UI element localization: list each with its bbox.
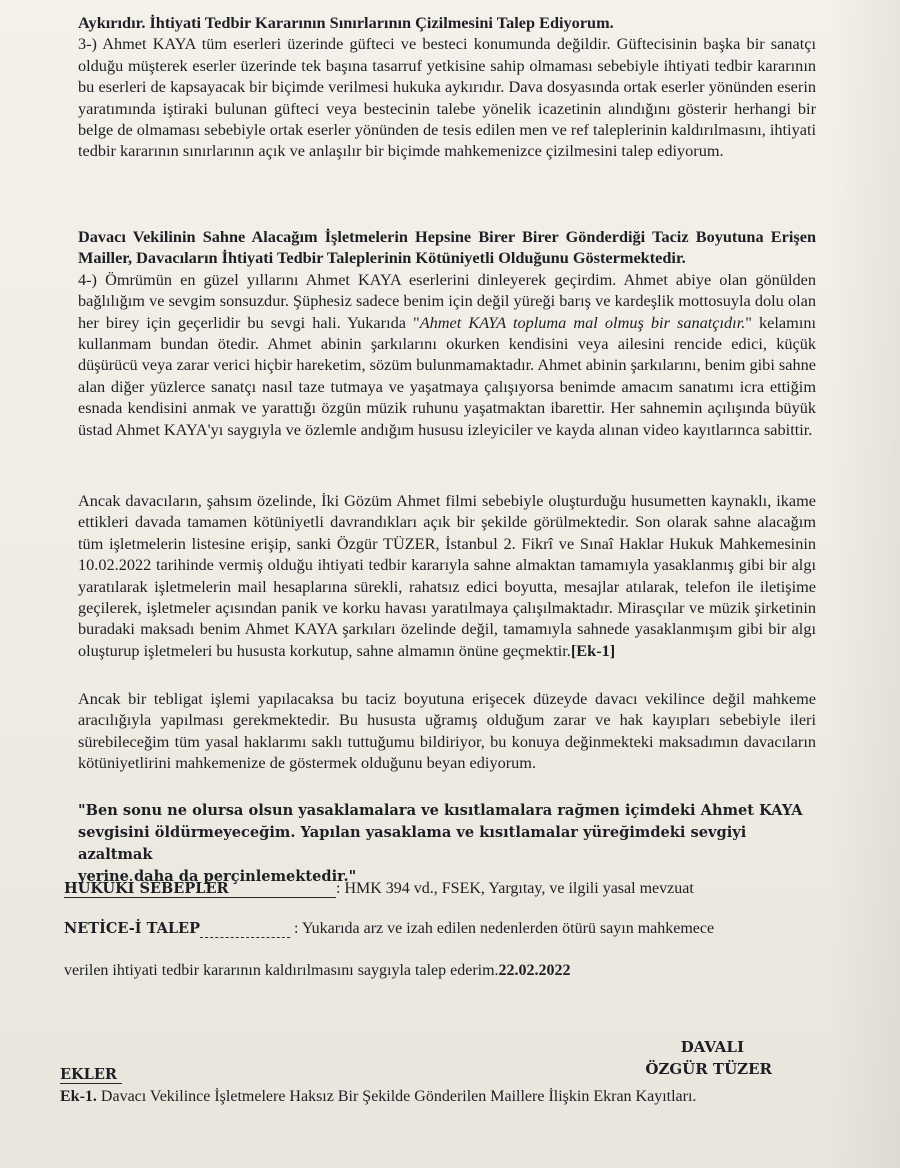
request-date: 22.02.2022 [498,962,571,979]
attachment-item-id: Ek-1. [60,1088,97,1105]
harassment-heading: Davacı Vekilinin Sahne Alacağım İşletmelerin Hepsine Birer Birer Gönderdiği Taciz Boyutuna Erişen Mailler, Davacıların İhtiyati Tedbir Taleplerinin Kötüniyetli Olduğunu Göstermektedir. [78,227,816,268]
request-row-2 [64,962,571,980]
quote-line: sevgisini öldürmeyeceğim. Yapılan yasaklama ve kısıtlamalar yüreğimdeki sevgiyi azaltmak [78,824,747,863]
quote-block [78,800,816,888]
attachment-item-text: Davacı Vekilince İşletmelere Haksız Bir Şekilde Gönderilen Maillere İlişkin Ekran Kayıtları. [96,1088,697,1105]
request-text-line1: : Yukarıda arz ve izah edilen nedenlerden ötürü sayın mahkemece [294,920,715,937]
signer-name: ÖZGÜR TÜZER [645,1060,772,1078]
legal-basis-label: HUKUKİ SEBEPLER [64,880,336,898]
page-shadow [830,0,900,1168]
request-row [64,920,714,938]
legal-basis-row [64,880,694,898]
quote-line: yerine daha da perçinlemektedir." [78,868,357,885]
request-label: NETİCE-İ TALEP [64,920,200,937]
attachment-item [60,1088,696,1106]
paragraph-5-text: Ancak davacıların, şahsım özelinde, İki Gözüm Ahmet filmi sebebiyle oluşturduğu husumetten kaynaklı, ikame ettikleri davada tamamen kötüniyetli davrandıkları açık bir şekilde görülmektedir. Son olarak sahne alacağım tüm işletmelerin listesine erişip, sanki Özgür TÜZER, İstanbul 2. Fikrî ve Sınaî Haklar Hukuk Mahkemesinin 10.02.2022 tarihinde vermiş olduğu ihtiyati tedbir kararıyla sahne almaktan tamamıyla yasaklanmış gibi bir algı yaratılarak işletmelerin mail hesaplarına sürekli, rahatsız edici boyutta, mesajlar atılarak, telefon ile iletişime geçilerek, işletmeler açısından panik ve korku havası yaratılmaya çalışılmaktadır. Mirasçılar ve müzik şirketinin buradaki maksadı benim Ahmet KAYA şarkıları özelinde değil, tamamıyla sahnede yasaklanmışım gibi bir algı oluşturup işletmeleri bu hususta korkutup, sahne almamın önüne geçmektir. [78,491,816,660]
paragraph-4-text-b: " kelamını kullanmam bundan ötedir. Ahmet abinin şarkılarını okurken kendisini veya ailesini rencide edici, küçük düşürücü veya zarar verici hiçbir hareketim, sözüm bulunmamaktadır. Ahmet abinin şarkılarını, benim gibi sahne alan diğer yüzlerce sanatçı nasıl taze tutmaya ve yaşatmaya çalışıyorsa benimde amacım sanatımı icra ettiğim esnada kendisini anmak ve yarattığı özgün müzik ruhunu yaşatmaktan ibarettir. Her sahnemin açılışında büyük üstad Ahmet KAYA'yı saygıyla ve özlemle andığım hususu izleyiciler ve kayda alınan video kayıtlarınca sabittir. [78,312,817,439]
paragraph-4-quote: Ahmet KAYA topluma mal olmuş bir sanatçıdır. [419,312,746,332]
intro-heading: Aykırıdır. İhtiyati Tedbir Kararının Sınırlarının Çizilmesini Talep Ediyorum. [78,13,614,32]
paragraph-6: Ancak bir tebligat işlemi yapılacaksa bu taciz boyutuna erişecek düzeyde davacı vekilince değil mahkeme aracılığıyla yapılması gerekmektedir. Bu hususta uğramış olduğum zarar ve hak kayıpları sebebiyle ileri sürebileceğim tüm yasal haklarımı saklı tuttuğumu bildiriyor, bu konuya değinmekteki maksadımın davacıların kötüniyetlirini mahkemenize de göstermek olduğunu beyan ediyorum. [78,689,816,773]
legal-basis-text: : HMK 394 vd., FSEK, Yargıtay, ve ilgili yasal mevzuat [336,880,694,897]
dashed-underline [200,937,290,938]
attachments-title: EKLER [60,1066,122,1084]
harassment-section [78,226,816,440]
paragraph-5-block [78,490,816,661]
paragraph-4-text-a: 4-) Ömrümün en güzel yıllarını Ahmet KAYA eserlerini dinleyerek geçirdim. Ahmet abiye olan gönülden bağlılığım ve sevgim sonsuzdur. Şüphesiz sadece benim için değil yüreği barış ve kardeşlik mottosuyla dolu olan her birey için geçerlidir bu sevgi hali. Yukarıda " [78,269,816,332]
paragraph-4 [78,269,816,440]
request-text-line2: verilen ihtiyati tedbir kararının kaldırılmasını saygıyla talep ederim. [64,962,499,979]
paragraph-3: 3-) Ahmet KAYA tüm eserleri üzerinde güfteci ve besteci konumunda değildir. Güftecisinin başka bir sanatçı olduğu müşterek eserler üzerinde tek başına tasarruf yetkisine sahip olmaması sebebiyle ihtiyati tedbir kararının bu eserleri de kapsayacak bir biçimde verilmesi hukuka aykırıdır. Dava dosyasında ortak eserler yönünden eserin yaratımında iştiraki bulunan güfteci veya bestecinin talebe yönelik icazetinin alındığını gösterir herhangi bir belge de olmaması sebebiyle ortak eserler yönünden de tesis edilen men ve ref taleplerinin kaldırılmasını, ihtiyati tedbir kararının sınırlarının açık ve anlaşılır bir biçimde mahkemenizce çizilmesini talep ediyorum. [78,34,816,161]
intro-section [78,12,816,162]
attachment-reference: [Ek-1] [570,640,616,660]
quote-line: "Ben sonu ne olursa olsun yasaklamalara ve kısıtlamalara rağmen içimdeki Ahmet KAYA [78,802,803,819]
paragraph-6-block [78,688,816,774]
signature-block [645,1036,772,1080]
paragraph-5 [78,490,816,661]
signer-role: DAVALI [680,1038,744,1056]
